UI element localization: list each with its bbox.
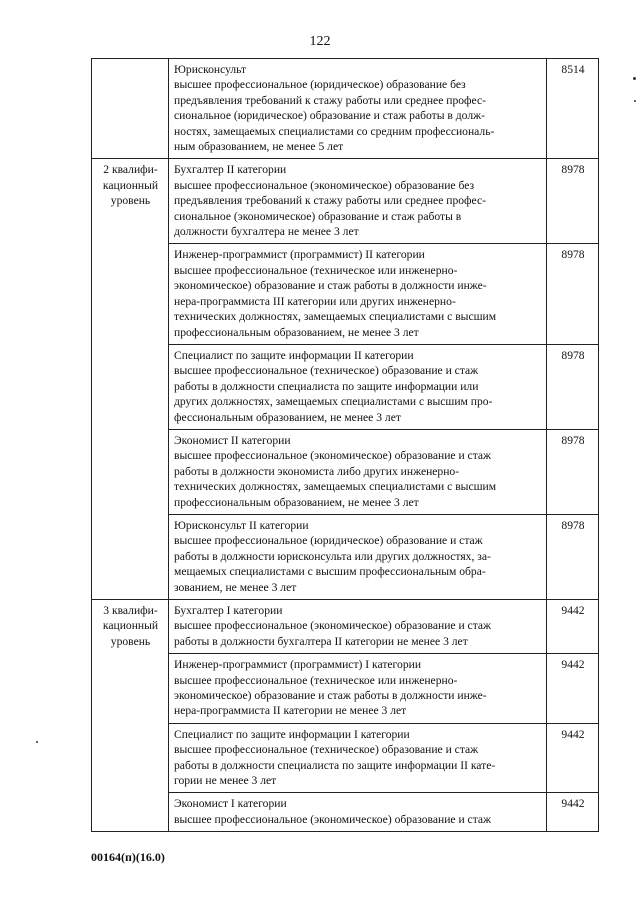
position-description: Экономист II категории высшее профессиональное (экономическое) образование и стаж работы в должности экономиста либо других инженерно- технических должностях, замещаемых специалистами с высшим профессиональным образованием, не менее 3 лет <box>169 429 547 514</box>
salary-value: 9442 <box>547 723 599 793</box>
position-description: Инженер-программист (программист) I категории высшее профессиональное (техническое или инженерно- экономическое) образование и стаж работы в должности инже- нера-программиста II категории не менее 3 лет <box>169 654 547 724</box>
table-row <box>92 59 599 159</box>
scan-speck <box>36 741 38 743</box>
position-description: Бухгалтер I категории высшее профессиональное (экономическое) образование и стаж работы в должности бухгалтера II категории не менее 3 лет <box>169 600 547 654</box>
salary-table <box>91 58 599 832</box>
qualification-level-cell <box>92 59 169 159</box>
scan-speck <box>634 100 636 102</box>
table-row <box>92 429 599 514</box>
salary-value: 8978 <box>547 244 599 344</box>
table-row <box>92 159 599 244</box>
salary-value: 8978 <box>547 514 599 599</box>
salary-value: 8978 <box>547 429 599 514</box>
qualification-level-cell: 2 квалифи- кационный уровень <box>92 159 169 600</box>
table-row <box>92 793 599 832</box>
qualification-level-cell: 3 квалифи- кационный уровень <box>92 600 169 832</box>
salary-value: 9442 <box>547 793 599 832</box>
salary-value: 8514 <box>547 59 599 159</box>
table-row <box>92 244 599 344</box>
salary-value: 9442 <box>547 600 599 654</box>
position-description: Юрисконсульт высшее профессиональное (юридическое) образование без предъявления требований к стажу работы или среднее профес- сиональное (юридическое) образование и стаж работы в долж- ностях, замещаемых специалистами со средним профессиональ- ным образованием, не менее 5 лет <box>169 59 547 159</box>
table-row <box>92 514 599 599</box>
position-description: Специалист по защите информации I категории высшее профессиональное (техническое) образование и стаж работы в должности специалиста по защите информации II кате- гории не менее 3 лет <box>169 723 547 793</box>
table-row <box>92 654 599 724</box>
scan-speck <box>633 77 636 80</box>
salary-value: 9442 <box>547 654 599 724</box>
table-row <box>92 723 599 793</box>
document-code: 00164(п)(16.0) <box>91 850 165 864</box>
table-row <box>92 344 599 429</box>
table-row <box>92 600 599 654</box>
position-description: Экономист I категории высшее профессиональное (экономическое) образование и стаж <box>169 793 547 832</box>
salary-value: 8978 <box>547 344 599 429</box>
salary-value: 8978 <box>547 159 599 244</box>
position-description: Специалист по защите информации II категории высшее профессиональное (техническое) образование и стаж работы в должности специалиста по защите информации или других должностях, замещаемых специалистами с высшим про- фессиональным образованием, не менее 3 лет <box>169 344 547 429</box>
position-description: Юрисконсульт II категории высшее профессиональное (юридическое) образование и стаж работы в должности юрисконсульта или других должностях, за- мещаемых специалистами с высшим профессиональным обра- зованием, не менее 3 лет <box>169 514 547 599</box>
page-number: 122 <box>309 34 331 49</box>
position-description: Бухгалтер II категории высшее профессиональное (экономическое) образование без предъявления требований к стажу работы или среднее профес- сиональное (экономическое) образование и стаж работы в должности бухгалтера не менее 3 лет <box>169 159 547 244</box>
position-description: Инженер-программист (программист) II категории высшее профессиональное (техническое или инженерно- экономическое) образование и стаж работы в должности инже- нера-программиста III категории или других инженерно- технических должностях, замещаемых специалистами с высшим профессиональным образованием, не менее 3 лет <box>169 244 547 344</box>
